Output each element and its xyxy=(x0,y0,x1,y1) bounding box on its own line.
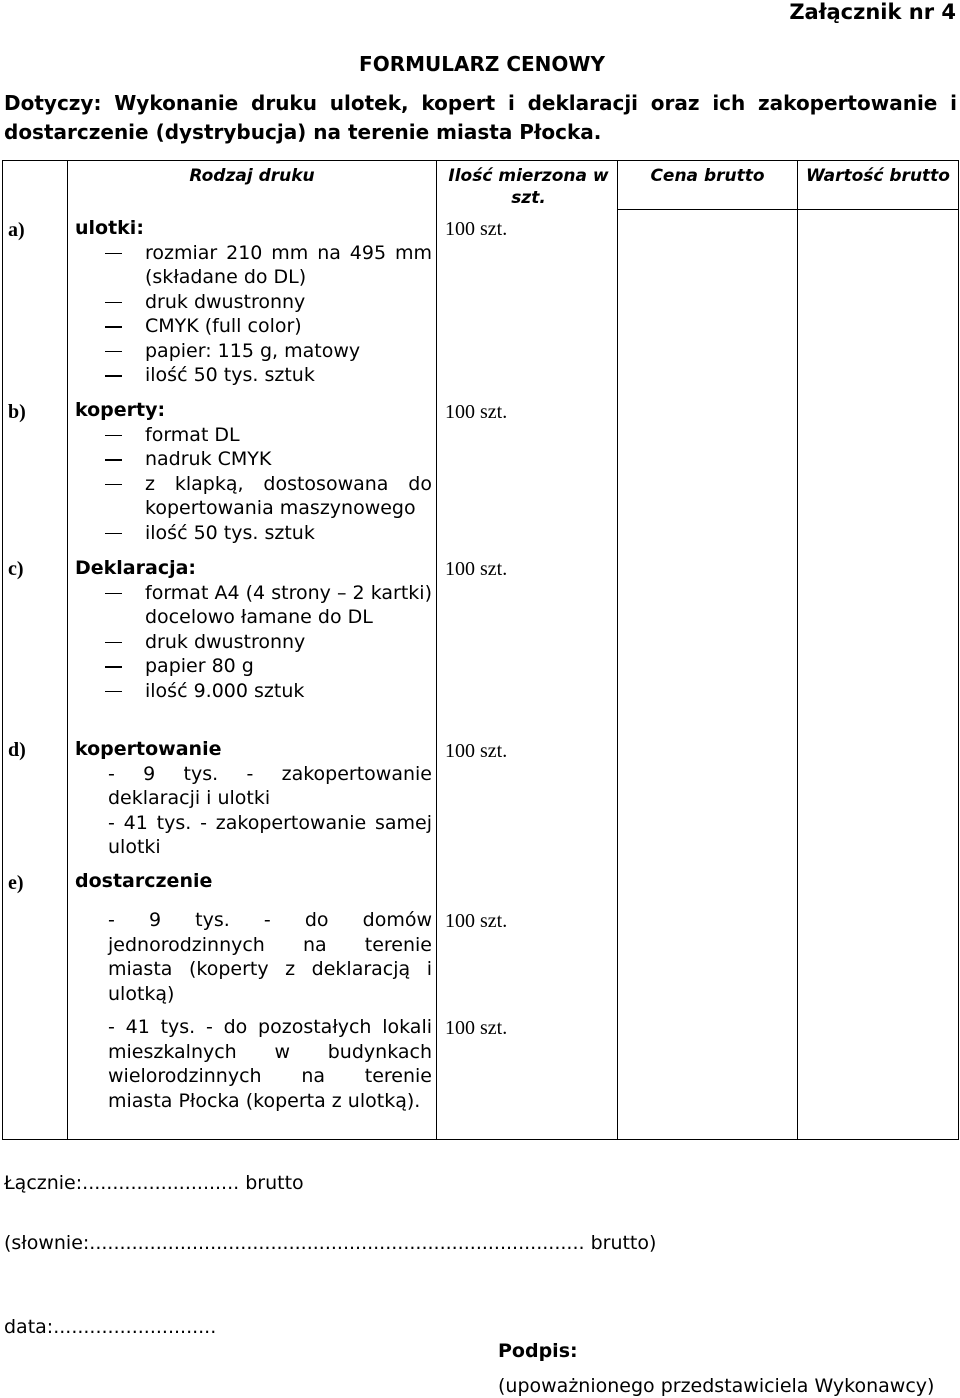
row-heading: kopertowanie xyxy=(75,738,222,760)
row-description xyxy=(75,556,432,703)
quantity: 100 szt. xyxy=(445,558,508,580)
list-item: - 9 tys. - zakopertowanie deklaracji i ulotki xyxy=(108,762,432,809)
table-border-right xyxy=(958,160,959,1140)
row-label: c) xyxy=(8,558,24,580)
table-border-bottom xyxy=(2,1139,959,1140)
list-item: druk dwustronny xyxy=(75,290,432,315)
list-item: ilość 9.000 sztuk xyxy=(75,679,432,704)
list-item: papier 80 g xyxy=(75,654,432,679)
quantity: 100 szt. xyxy=(445,740,508,762)
row-heading: koperty: xyxy=(75,399,166,421)
list-item: CMYK (full color) xyxy=(75,314,432,339)
quantity: 100 szt. xyxy=(445,218,508,240)
row-label: b) xyxy=(8,401,26,423)
row-label: d) xyxy=(8,739,26,761)
row-description xyxy=(75,216,432,388)
table-divider xyxy=(67,160,68,1140)
list-item: format A4 (4 strony – 2 kartki) docelowo łamane do DL xyxy=(75,581,432,630)
row-label: a) xyxy=(8,219,25,241)
quantity: 100 szt. xyxy=(445,1017,508,1039)
list-item: - 9 tys. - do domów jednorodzinnych na terenie miasta (koperty z deklaracją i ulotką) xyxy=(108,909,432,1005)
table-border-top xyxy=(2,160,959,161)
subject-text: Dotyczy: Wykonanie druku ulotek, kopert i deklaracji oraz ich zakopertowanie i dostarczenie (dystrybucja) na terenie miasta Płocka. xyxy=(4,91,957,144)
row-description xyxy=(75,908,432,1006)
table-border-left xyxy=(2,160,3,1140)
list-item: - 41 tys. - do pozostałych lokali mieszkalnych w budynkach wielorodzinnych na terenie miasta Płocka (koperta z ulotką). xyxy=(108,1016,432,1112)
table-divider xyxy=(436,160,437,1140)
date-line: data:........................... xyxy=(4,1316,217,1338)
header-value: Wartość brutto xyxy=(806,166,950,186)
list-item: nadruk CMYK xyxy=(75,447,432,472)
list-item: - 41 tys. - zakopertowanie samej ulotki xyxy=(108,811,432,858)
table-divider xyxy=(617,160,618,1140)
header-price: Cena brutto xyxy=(650,166,765,186)
list-item: papier: 115 g, matowy xyxy=(75,339,432,364)
signature-note: (upoważnionego przedstawiciela Wykonawcy) xyxy=(498,1375,935,1397)
table-divider xyxy=(797,160,798,1140)
list-item: format DL xyxy=(75,423,432,448)
quantity: 100 szt. xyxy=(445,401,508,423)
annex-label: Załącznik nr 4 xyxy=(789,0,956,24)
header-type: Rodzaj druku xyxy=(189,166,315,186)
list-item: ilość 50 tys. sztuk xyxy=(75,521,432,546)
quantity: 100 szt. xyxy=(445,910,508,932)
header-qty: Ilość mierzona w szt. xyxy=(448,166,609,208)
list-item: z klapką, dostosowana do kopertowania maszynowego xyxy=(75,472,432,521)
row-description xyxy=(75,737,432,860)
signature-label: Podpis: xyxy=(498,1340,578,1362)
row-heading: dostarczenie xyxy=(75,870,213,892)
row-label: e) xyxy=(8,872,24,894)
list-item: druk dwustronny xyxy=(75,630,432,655)
row-description xyxy=(75,1015,432,1113)
list-item: ilość 50 tys. sztuk xyxy=(75,363,432,388)
page-title: FORMULARZ CENOWY xyxy=(359,52,605,76)
total-line: Łącznie:.......................... brutto xyxy=(4,1172,304,1194)
amount-in-words-line: (słownie:.................................................................................. brutto) xyxy=(4,1232,657,1254)
list-item: rozmiar 210 mm na 495 mm (składane do DL) xyxy=(75,241,432,290)
row-description xyxy=(75,398,432,545)
row-heading: ulotki: xyxy=(75,217,144,239)
row-heading: Deklaracja: xyxy=(75,557,197,579)
table-header-divider xyxy=(617,209,959,210)
row-description xyxy=(75,869,432,894)
